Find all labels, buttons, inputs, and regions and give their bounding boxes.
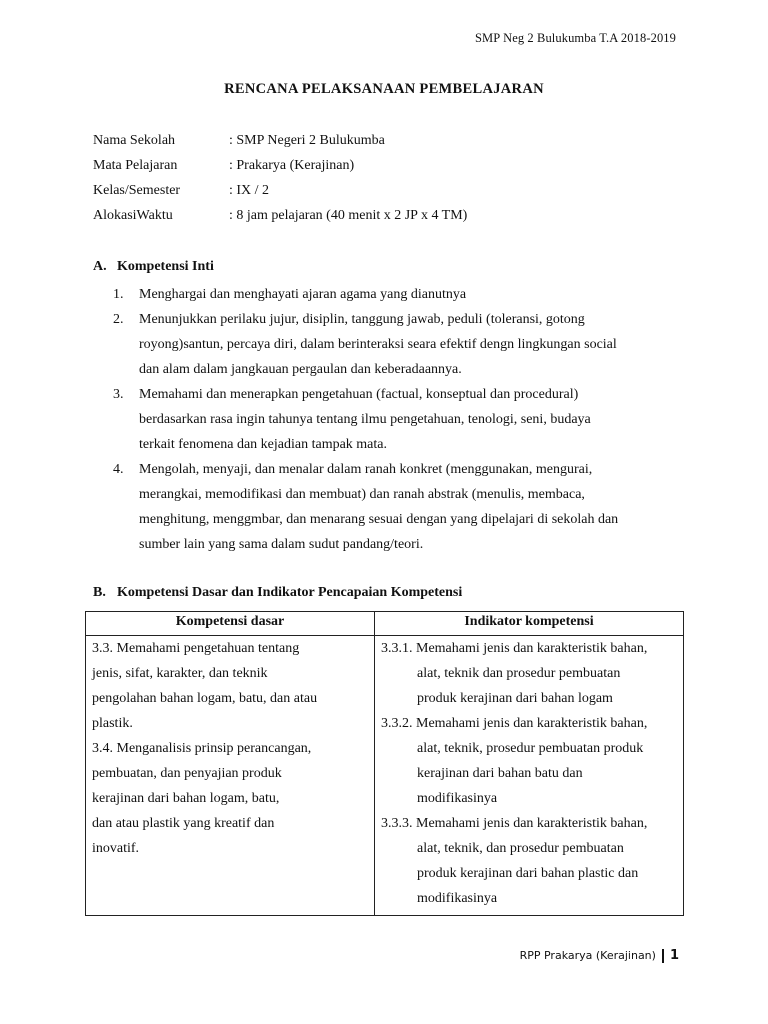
indicator-line: alat, teknik dan prosedur pembuatan (417, 666, 621, 681)
meta-row-subject (93, 156, 467, 181)
cell-line: plastik. (92, 716, 133, 731)
meta-value: : 8 jam pelajaran (40 menit x 2 JP x 4 TM) (229, 208, 468, 223)
indicator-line: modifikasinya (417, 791, 498, 806)
indicator-line: produk kerajinan dari bahan plastic dan (417, 866, 639, 881)
list-line: dan alam dalam jangkauan pergaulan dan keberadaannya. (139, 362, 462, 377)
section-a-heading (93, 259, 214, 275)
cell-line: jenis, sifat, karakter, dan teknik (92, 666, 268, 681)
meta-label: AlokasiWaktu (93, 208, 173, 223)
list-number: 1. (113, 287, 124, 302)
footer-divider (662, 949, 664, 963)
indicator-line: alat, teknik, dan prosedur pembuatan (417, 841, 624, 856)
meta-value: : IX / 2 (229, 183, 270, 198)
list-number: 4. (113, 462, 124, 477)
list-line: royong)santun, percaya diri, dalam berinteraksi seara efektif dengn lingkungan social (139, 337, 617, 352)
list-line: berdasarkan rasa ingin tahunya tentang ilmu pengetahuan, tenologi, seni, budaya (139, 412, 591, 427)
list-line: Memahami dan menerapkan pengetahuan (factual, konseptual dan procedural) (139, 387, 579, 402)
cell-line: pembuatan, dan penyajian produk (92, 766, 282, 781)
cell-line: inovatif. (92, 841, 140, 856)
meta-label: Kelas/Semester (93, 183, 181, 198)
cell-line: 3.4. Menganalisis prinsip perancangan, (92, 741, 312, 756)
list-line: sumber lain yang sama dalam sudut pandang/teori. (139, 537, 424, 552)
table-row (86, 636, 684, 916)
meta-value: : SMP Negeri 2 Bulukumba (229, 133, 385, 148)
header-kompetensi-dasar: Kompetensi dasar (86, 612, 375, 636)
cell-line: 3.3. Memahami pengetahuan tentang (92, 641, 300, 656)
list-item (113, 382, 683, 457)
list-line: terkait fenomena dan kejadian tampak mata. (139, 437, 388, 452)
section-title: Kompetensi Dasar dan Indikator Pencapaian Kompetensi (117, 585, 463, 600)
meta-label: Mata Pelajaran (93, 158, 178, 173)
page-number: 1 (669, 948, 679, 963)
kompetensi-table (85, 611, 684, 916)
table-header-row (86, 612, 684, 636)
list-line: Menghargai dan menghayati ajaran agama yang dianutnya (139, 287, 467, 302)
header-school-year: SMP Neg 2 Bulukumba T.A 2018-2019 (475, 31, 676, 45)
list-number: 3. (113, 387, 124, 402)
meta-label: Nama Sekolah (93, 133, 176, 148)
kompetensi-dasar-cell (86, 636, 375, 916)
page-footer (520, 948, 679, 963)
kompetensi-inti-list (113, 282, 683, 557)
cell-line: pengolahan bahan logam, batu, dan atau (92, 691, 318, 706)
footer-label: RPP Prakarya (Kerajinan) (519, 949, 656, 962)
indicator-line: 3.3.2. Memahami jenis dan karakteristik bahan, (381, 716, 648, 731)
meta-row-time (93, 206, 467, 231)
list-line: menghitung, menggmbar, dan menarang sesuai dengan yang dipelajari di sekolah dan (139, 512, 619, 527)
meta-row-school (93, 131, 467, 156)
indicator-line: 3.3.1. Memahami jenis dan karakteristik bahan, (381, 641, 648, 656)
list-number: 2. (113, 312, 124, 327)
list-line: Mengolah, menyaji, dan menalar dalam ranah konkret (menggunakan, mengurai, (139, 462, 593, 477)
indikator-cell (375, 636, 684, 916)
cell-line: dan atau plastik yang kreatif dan (92, 816, 275, 831)
list-item (113, 282, 683, 307)
list-item (113, 457, 683, 557)
indicator-line: produk kerajinan dari bahan logam (417, 691, 613, 706)
meta-block (93, 131, 467, 231)
section-b-heading (93, 585, 462, 601)
section-letter: A. (93, 259, 107, 274)
indicator-line: kerajinan dari bahan batu dan (417, 766, 583, 781)
indicator-line: modifikasinya (417, 891, 498, 906)
list-line: Menunjukkan perilaku jujur, disiplin, tanggung jawab, peduli (toleransi, gotong (139, 312, 585, 327)
list-line: merangkai, memodifikasi dan membuat) dan ranah abstrak (menulis, membaca, (139, 487, 585, 502)
section-title: Kompetensi Inti (117, 259, 214, 274)
cell-line: kerajinan dari bahan logam, batu, (92, 791, 280, 806)
document-title: RENCANA PELAKSANAAN PEMBELAJARAN (224, 81, 544, 97)
section-letter: B. (93, 585, 106, 600)
meta-row-class (93, 181, 467, 206)
list-item (113, 307, 683, 382)
indicator-line: alat, teknik, prosedur pembuatan produk (417, 741, 644, 756)
header-indikator: Indikator kompetensi (375, 612, 684, 636)
meta-value: : Prakarya (Kerajinan) (229, 158, 355, 173)
indicator-line: 3.3.3. Memahami jenis dan karakteristik bahan, (381, 816, 648, 831)
